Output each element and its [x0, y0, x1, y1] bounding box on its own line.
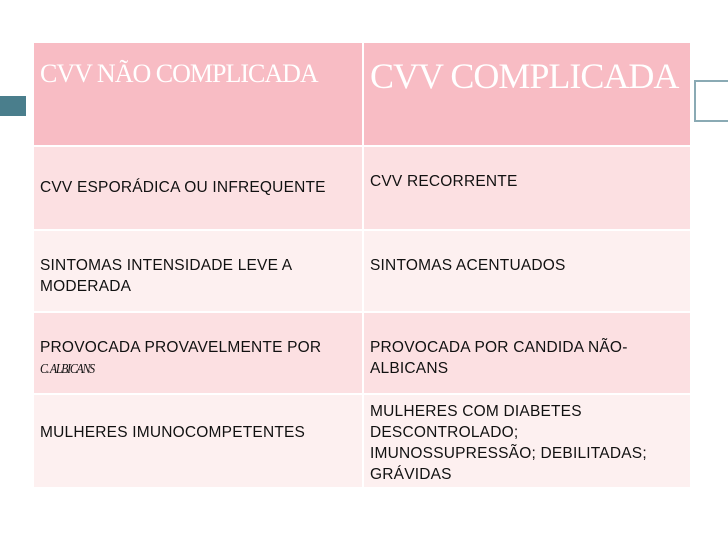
- table-row: [34, 231, 690, 313]
- comparison-table: [34, 43, 690, 489]
- species-name: C. ALBICANS: [40, 362, 94, 377]
- table-header-row: [34, 43, 690, 147]
- table-cell: [34, 313, 364, 395]
- slide-accent-bar: [0, 96, 26, 116]
- cell-text: PROVOCADA PROVAVELMENTE POR: [40, 339, 322, 356]
- table-row: [34, 395, 690, 489]
- header-cell-complicated: [364, 43, 690, 147]
- table-cell: CVV ESPORÁDICA OU INFREQUENTE: [34, 147, 364, 231]
- header-cell-uncomplicated: [34, 43, 364, 147]
- header-label-uncomplicated: CVV NÃO COMPLICADA: [40, 59, 318, 88]
- table-cell: SINTOMAS ACENTUADOS: [364, 231, 690, 313]
- table-cell: MULHERES COM DIABETES DESCONTROLADO; IMUNOSSUPRESSÃO; DEBILITADAS; GRÁVIDAS: [364, 395, 690, 489]
- slide-accent-box: [694, 80, 728, 122]
- table-cell: CVV RECORRENTE: [364, 147, 690, 231]
- table-cell: MULHERES IMUNOCOMPETENTES: [34, 395, 364, 489]
- table-row: [34, 313, 690, 395]
- table-cell: PROVOCADA POR CANDIDA NÃO-ALBICANS: [364, 313, 690, 395]
- table-row: [34, 147, 690, 231]
- table-cell: SINTOMAS INTENSIDADE LEVE A MODERADA: [34, 231, 364, 313]
- header-label-complicated: CVV COMPLICADA: [370, 56, 679, 96]
